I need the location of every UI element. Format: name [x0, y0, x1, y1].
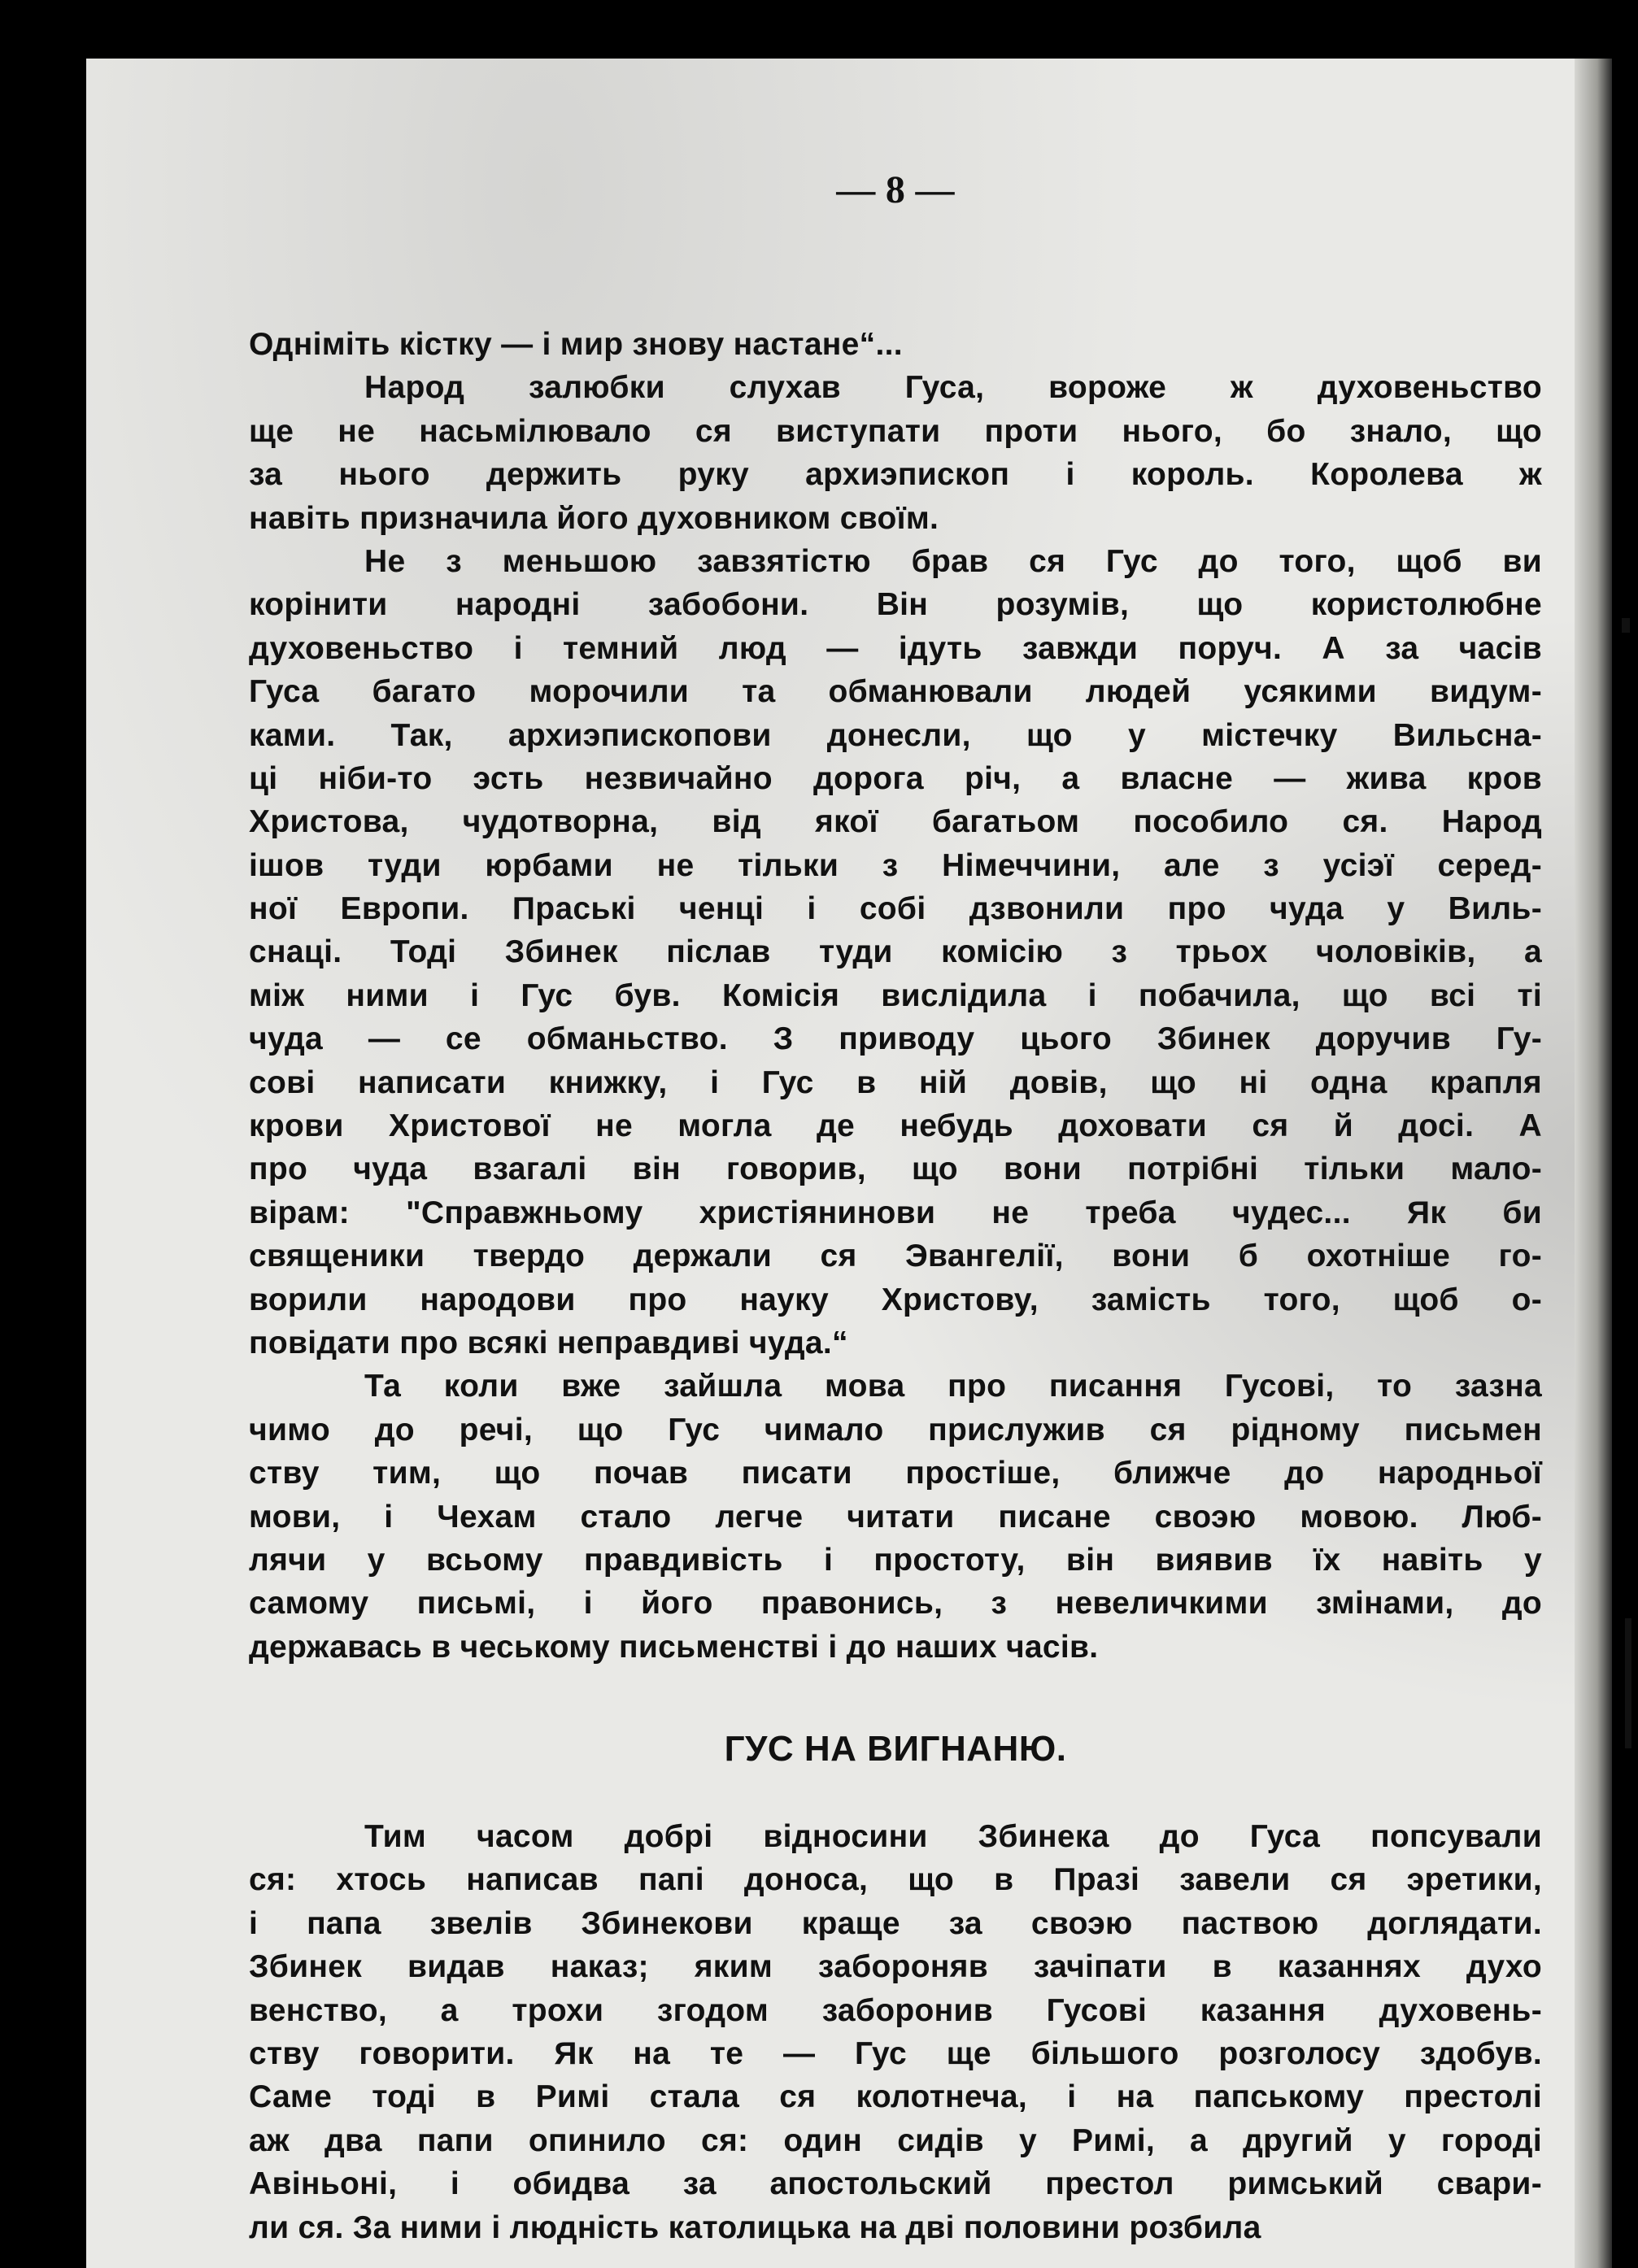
text-line: ної Европи. Праські ченці і собі дзвонили про чуда у Виль-	[249, 891, 1542, 927]
text-line: самому письмі, і його правонись, з невеличкими змінами, до	[249, 1586, 1542, 1622]
paragraph	[249, 540, 1542, 1365]
text-line: ками. Так, архиэпископови донесли, що у містечку Вильсна-	[249, 717, 1542, 753]
text-line: снаці. Тоді Збинек післав туди комісію з трьох чоловіків, а	[249, 934, 1542, 970]
text-line: Народ залюбки слухав Гуса, вороже ж духовеньство	[364, 370, 1542, 406]
text-line: ще не насьмілювало ся виступати проти нього, бо знало, що	[249, 413, 1542, 449]
text-line: і папа звелів Збинекови краще за своэю паствою доглядати.	[249, 1905, 1542, 1941]
text-line: ству говорити. Як на те — Гус ще більшого розголосу здобув.	[249, 2035, 1542, 2071]
text-line: Збинек видав наказ; яким забороняв зачіпати в казаннях духо	[249, 1949, 1542, 1985]
paragraph	[249, 366, 1542, 540]
margin-mark	[1622, 618, 1630, 633]
paragraph	[249, 1365, 1542, 1669]
text-line: повідати про всякі неправдиві чуда.“	[249, 1325, 848, 1360]
text-line: духовеньство і темний люд — ідуть завжди поруч. А за часів	[249, 630, 1542, 666]
text-line: Гуса багато морочили та обманювали людей усякими видум-	[249, 674, 1542, 710]
text-line: ішов туди юрбами не тільки з Німеччини, але з усіэї серед-	[249, 847, 1542, 883]
text-line: Не з меньшою завзятістю брав ся Гус до того, щоб ви	[364, 543, 1542, 579]
text-line: Христова, чудотворна, від якої багатьом пособило ся. Народ	[249, 804, 1542, 840]
text-line: навіть призначила його духовником своїм.	[249, 500, 939, 536]
text-line: Авіньоні, і обидва за апостольский престол римський свари-	[249, 2166, 1542, 2202]
text-line: аж два папи опинило ся: один сидів у Римі, а другий у городі	[249, 2122, 1542, 2158]
page-number: — 8 —	[836, 168, 955, 211]
body-section-1	[249, 323, 1542, 1669]
text-line: ству тим, що почав писати простіше, ближче до народньої	[249, 1456, 1542, 1491]
text-line: Тим часом добрі відносини Збинека до Гуса попсували	[364, 1819, 1542, 1854]
text-line: Та коли вже зайшла мова про писання Гусові, то зазна	[364, 1369, 1542, 1404]
text-line: лячи у всьому правдивість і простоту, він виявив їх навіть у	[249, 1542, 1542, 1578]
text-line: венство, а трохи згодом заборонив Гусові казання духовень-	[249, 1992, 1542, 2028]
paragraph	[249, 1815, 1542, 2249]
text-line: ворили народови про науку Христову, замість того, щоб о-	[249, 1282, 1542, 1317]
margin-mark	[1625, 1618, 1631, 1748]
text-line: між ними і Гус був. Комісія вислідила і побачила, що всі ті	[249, 977, 1542, 1013]
text-line: Одніміть кістку — і мир знову настане“...	[249, 327, 903, 362]
text-line: ся: хтось написав папі доноса, що в Празі завели ся эретики,	[249, 1862, 1542, 1898]
paper-page	[86, 59, 1612, 2268]
text-line: державась в чеському письменстві і до наших часів.	[249, 1629, 1099, 1665]
text-line: корінити народні забобони. Він розумів, що користолюбне	[249, 587, 1542, 623]
text-line: чуда — се обманьство. З приводу цього Збинек доручив Гу-	[249, 1021, 1542, 1057]
text-line: про чуда взагалі він говорив, що вони потрібні тільки мало-	[249, 1151, 1542, 1187]
page-edge-shadow	[1575, 59, 1612, 2268]
text-line: за нього держить руку архиэпископ і король. Королева ж	[249, 457, 1542, 493]
text-line: чимо до речі, що Гус чимало прислужив ся рідному письмен	[249, 1412, 1542, 1447]
text-line: крови Христової не могла де небудь доховати ся й досі. А	[249, 1108, 1542, 1144]
section-heading: ГУС НА ВИГНАНЮ.	[724, 1729, 1067, 1769]
text-line: ці ніби-то эсть незвичайно дорога річ, а власне — жива кров	[249, 760, 1542, 796]
paragraph	[249, 323, 1542, 366]
body-section-2	[249, 1815, 1542, 2249]
text-line: мови, і Чехам стало легче читати писане своэю мовою. Люб-	[249, 1499, 1542, 1534]
text-line: священики твердо держали ся Эвангелії, вони б охотніше го-	[249, 1238, 1542, 1274]
text-line: Саме тоді в Римі стала ся колотнеча, і на папському престолі	[249, 2079, 1542, 2115]
text-line: сові написати книжку, і Гус в ній довів, що ні одна крапля	[249, 1064, 1542, 1100]
text-line: ли ся. За ними і людність католицька на дві половини розбила	[249, 2209, 1261, 2245]
text-line: вірам: "Справжньому христіянинови не треба чудес... Як би	[249, 1195, 1542, 1230]
